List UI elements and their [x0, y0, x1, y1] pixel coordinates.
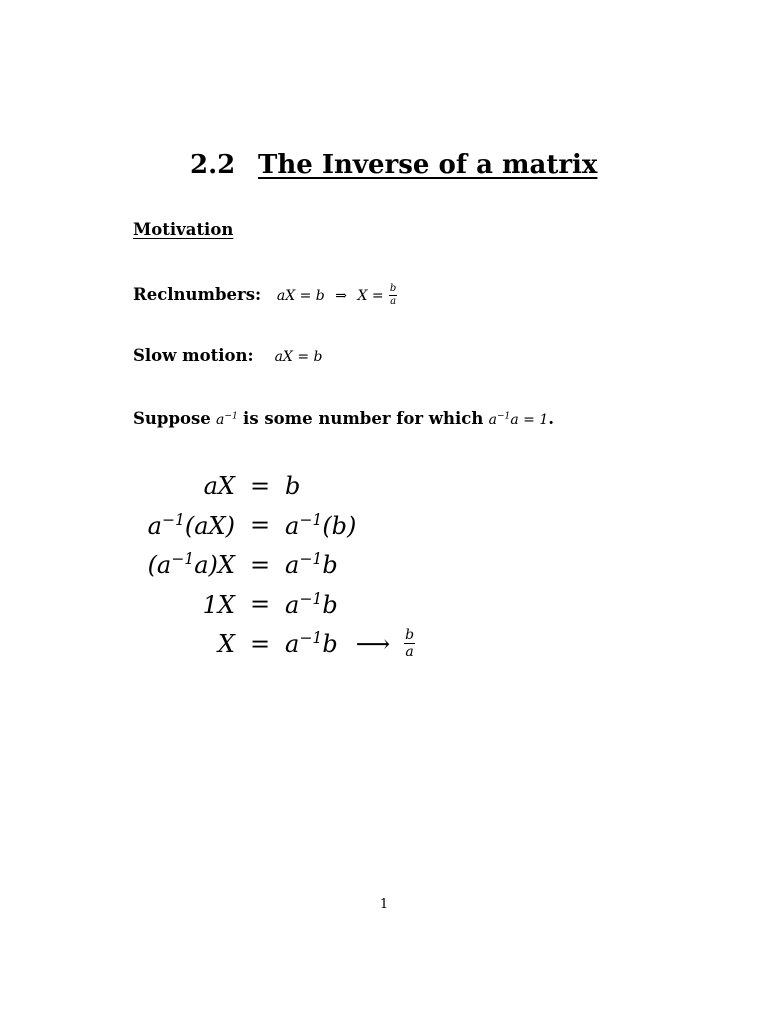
- suppose-line: [133, 409, 554, 428]
- section-title: The Inverse of a matrix: [258, 150, 598, 180]
- reals-lhs: aX = b: [276, 288, 325, 304]
- equals-sign: =: [249, 629, 271, 658]
- suppose-exp2: −1: [496, 411, 511, 422]
- equals-sign: =: [249, 471, 271, 500]
- final-fraction: [404, 628, 415, 659]
- derivation-rhs: b: [285, 472, 301, 501]
- final-frac-denominator: a: [405, 644, 414, 661]
- reals-rhs: X =: [357, 288, 384, 304]
- derivation-rhs: $a^{-1}b$: [285, 589, 338, 619]
- slow-motion-line: [133, 346, 322, 365]
- implies-symbol: ⇒: [335, 288, 347, 304]
- derivation-block: [130, 466, 415, 664]
- derivation-row: [130, 545, 415, 585]
- derivation-rhs: $a^{-1}b$: [285, 629, 338, 659]
- slow-motion-eq: aX = b: [274, 349, 323, 365]
- equals-sign: =: [249, 511, 271, 540]
- derivation-rhs: $a^{-1}b$: [285, 550, 338, 580]
- final-frac-numerator: b: [405, 627, 415, 644]
- suppose-middle: is some number for which: [243, 409, 484, 428]
- motivation-heading: Motivation: [133, 220, 234, 239]
- frac-denominator: a: [390, 296, 397, 307]
- suppose-tail: a = 1: [510, 412, 549, 428]
- suppose-word: Suppose: [133, 409, 211, 428]
- suppose-sym2: a: [488, 412, 497, 428]
- suppose-sym1: a: [216, 412, 225, 428]
- slow-motion-label: Slow motion:: [133, 346, 254, 365]
- derivation-lhs: $a^{-1}(aX)$: [147, 510, 235, 540]
- suppose-period: .: [548, 409, 554, 428]
- frac-numerator: b: [389, 283, 397, 294]
- derivation-lhs: X: [217, 630, 235, 659]
- derivation-lhs: aX: [203, 472, 235, 501]
- equals-sign: =: [249, 550, 271, 579]
- derivation-row: [130, 466, 415, 506]
- derivation-lhs: $(a^{-1}a)X$: [147, 550, 235, 580]
- reals-label: Reclnumbers:: [133, 285, 262, 304]
- derivation-lhs: 1X: [202, 590, 235, 619]
- derivation-row: [130, 506, 415, 546]
- reals-line: [133, 284, 397, 307]
- section-heading: [190, 150, 597, 180]
- right-arrow-icon: ⟶: [355, 629, 391, 658]
- equals-sign: =: [249, 590, 271, 619]
- page-number: 1: [379, 897, 389, 912]
- derivation-row: [130, 624, 415, 664]
- reals-fraction: [389, 284, 397, 307]
- suppose-exp1: −1: [224, 411, 238, 422]
- section-number: 2.2: [190, 150, 236, 180]
- derivation-row: [130, 585, 415, 625]
- derivation-rhs: $a^{-1}(b)$: [285, 510, 357, 540]
